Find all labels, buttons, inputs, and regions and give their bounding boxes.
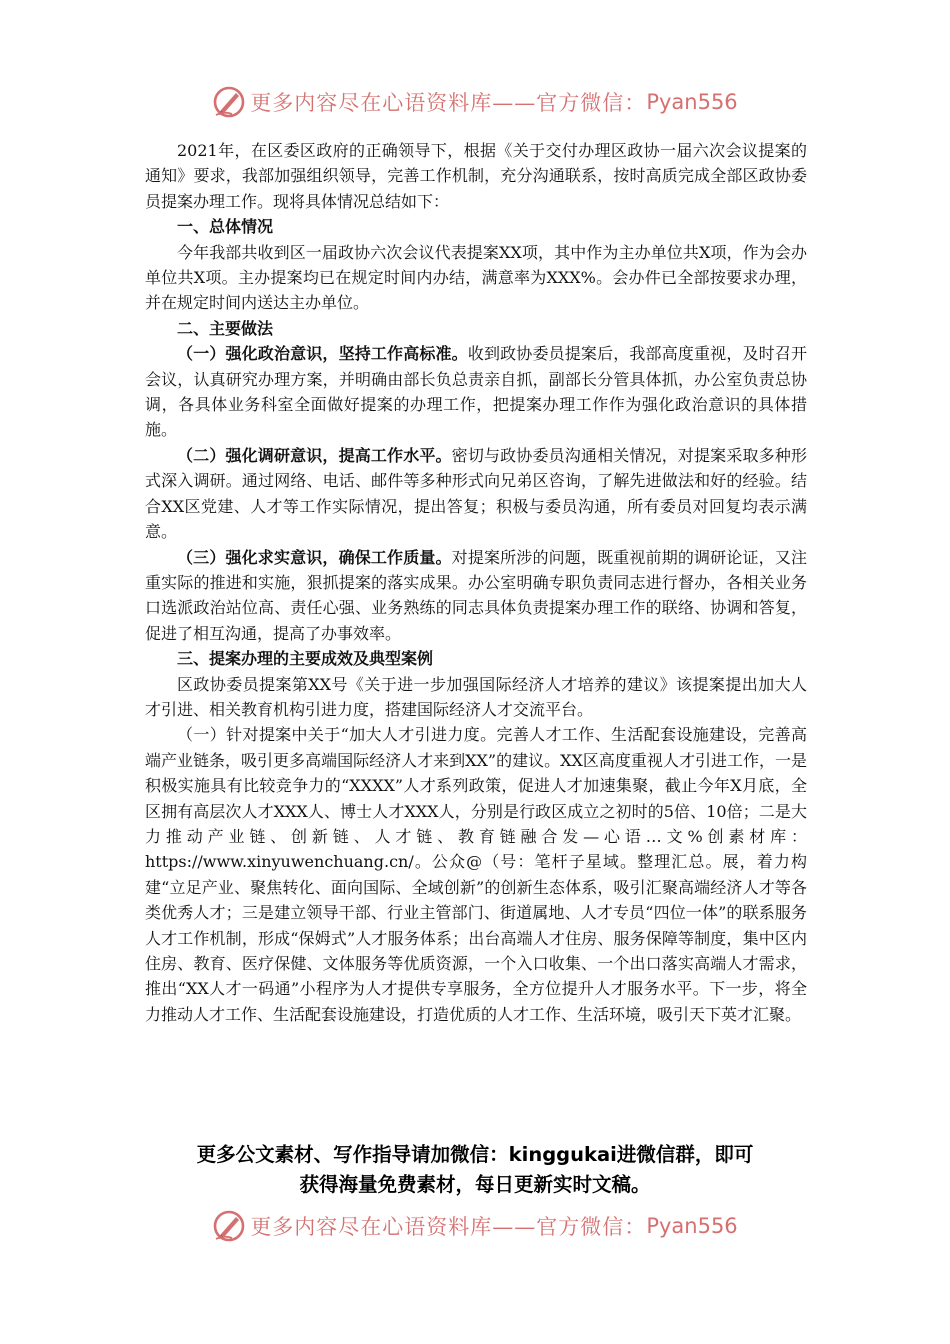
pen-logo-icon [212,85,246,119]
section-2-heading: 二、主要做法 [177,318,274,338]
section-2-item-1 [145,341,807,443]
document-body [145,138,807,1027]
section-1-heading: 一、总体情况 [177,217,274,237]
banner-text: 更多内容尽在心语资料库——官方微信： [250,1215,647,1239]
section-2-item-2 [145,443,807,545]
banner-wechat-id: Pyan556 [646,90,738,114]
case-part-1: （一）针对提案中关于“加大人才引进力度。完善人才工作、生活配套设施建设，完善高端产业链条，吸引更多高端国际经济人才来到XX”的建议。XX区高度重视人才引进工作，一是积极实施具有比较竞争力的“XXXX”人才系列政策，促进人才加速集聚，截止今年X月底，全区拥有高层次人才XXX人、博士人才XXX人，分别是行政区成立之初时的5倍、10倍；二是大力推动产业链、创新链、人才链、教育链融合发—心语…文%创素材库：https://www.xinyuwenchuang.cn/。公众@（号：笔杆子星域。整理汇总。 [145,725,807,872]
banner-text: 更多内容尽在心语资料库——官方微信： [250,91,647,115]
section-3-case [145,722,807,1027]
item-3-lead: （三）强化求实意识，确保工作质量。 [177,547,452,567]
promo-line-1: 更多公文素材、写作指导请加微信：kinggukai进微信群，即可 [196,1143,754,1166]
section-1-body: 今年我部共收到区一届政协六次会议代表提案XX项，其中作为主办单位共X项，作为会办单位共X项。主办提案均已在规定时间内办结，满意率为XXX%。会办件已全部按要求办理，并在规定时间内送达主办单位。 [145,242,807,313]
item-2-body: 密切与政协委员沟通相关情况，对提案采取多种形式深入调研。通过网络、电话、邮件等多种形式向兄弟区咨询，了解先进做法和好的经验。结合XX区党建、人才等工作实际情况，提出答复；积极与委员沟通，所有委员对回复均表示满意。 [145,445,807,542]
promo-notice [100,1140,850,1200]
footer-banner [0,1206,950,1246]
pen-logo-icon [212,1209,246,1243]
banner-wechat-id: Pyan556 [646,1214,738,1238]
case-part-2: 展，着力构建“立足产业、聚焦转化、面向国际、全域创新”的创新生态体系，吸引汇聚高端经济人才等各类优秀人才；三是建立领导干部、行业主管部门、街道属地、人才专员“四位一体”的联系服务人才工作机制，形成“保姆式”人才服务体系；出台高端人才住房、服务保障等制度，集中区内住房、教育、医疗保健、文体服务等优质资源，一个入口收集、一个出口落实高端人才需求，推出“XX人才一码通”小程序为人才提供专享服务，全方位提升人才服务水平。下一步，将全力推动人才工作、生活配套设施建设，打造优质的人才工作、生活环境，吸引天下英才汇聚。 [145,852,807,1024]
item-3-body: 对提案所涉的问题，既重视前期的调研论证，又注重实际的推进和实施，狠抓提案的落实成果。办公室明确专职负责同志进行督办，各相关业务口选派政治站位高、责任心强、业务熟练的同志具体负责提案办理工作的联络、协调和答复，促进了相互沟通，提高了办事效率。 [145,547,807,643]
item-2-lead: （二）强化调研意识，提高工作水平。 [177,445,452,465]
item-1-body: 收到政协委员提案后，我部高度重视，及时召开会议，认真研究办理方案，并明确由部长负总责亲自抓，副部长分管具体抓，办公室负责总协调，各具体业务科室全面做好提案的办理工作，把提案办理工作作为强化政治意识的具体措施。 [145,344,807,440]
section-3-intro: 区政协委员提案第XX号《关于进一步加强国际经济人才培养的建议》该提案提出加大人才引进、相关教育机构引进力度，搭建国际经济人才交流平台。 [145,674,807,719]
section-2-item-3 [145,545,807,647]
item-1-lead: （一）强化政治意识，坚持工作高标准。 [177,344,468,364]
promo-line-2: 获得海量免费素材，每日更新实时文稿。 [299,1173,651,1196]
intro-paragraph: 2021年，在区委区政府的正确领导下，根据《关于交付办理区政协一届六次会议提案的通知》要求，我部加强组织领导，完善工作机制，充分沟通联系，按时高质完成全部区政协委员提案办理工作。现将具体情况总结如下： [145,141,807,211]
section-3-heading: 三、提案办理的主要成效及典型案例 [177,649,434,669]
header-banner [0,82,950,122]
